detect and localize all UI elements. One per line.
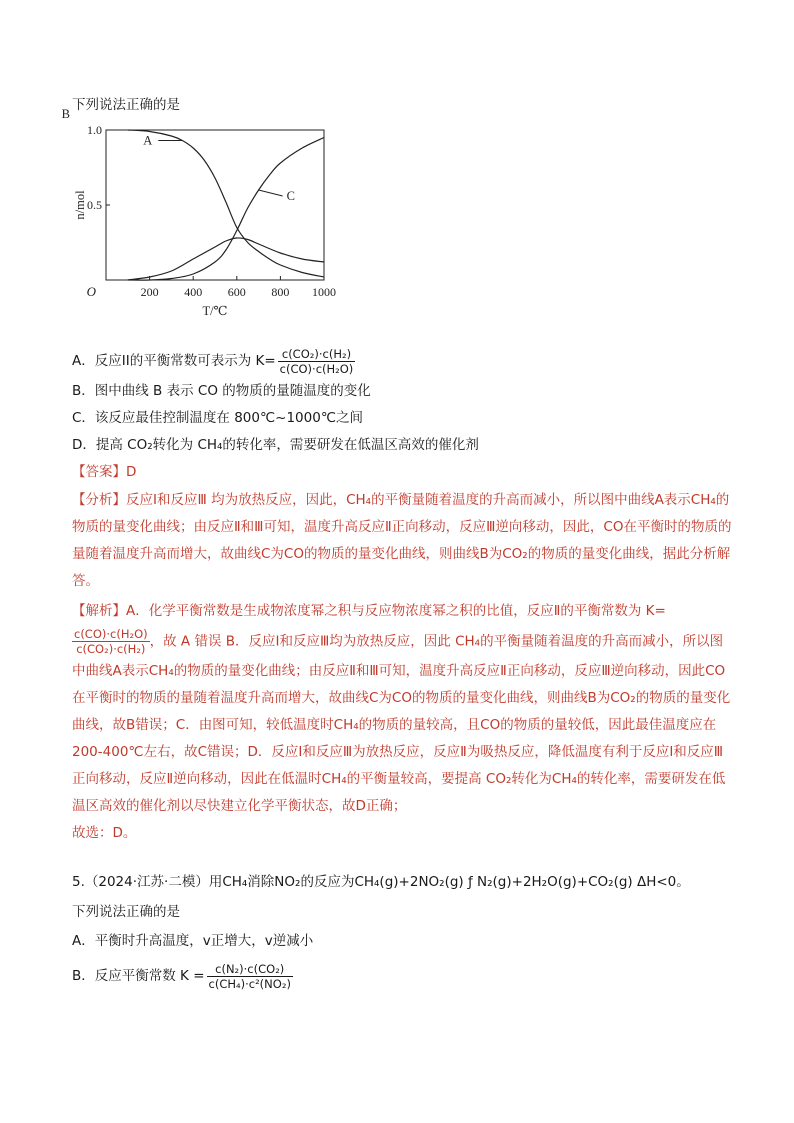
solution-numerator: c(CO)·c(H₂O) bbox=[74, 627, 148, 641]
q5-option-b-fraction bbox=[207, 962, 293, 991]
analysis bbox=[72, 487, 732, 595]
x-tick-label: 1000 bbox=[312, 285, 336, 299]
option-c: C．该反应最佳控制温度在 800℃~1000℃之间 bbox=[72, 410, 363, 426]
origin-label: O bbox=[86, 284, 96, 299]
y-tick-label: 1.0 bbox=[87, 123, 102, 137]
q5-option-b bbox=[72, 958, 295, 994]
q5-option-b-denominator: c(CH₄)·c²(NO₂) bbox=[208, 976, 291, 991]
series-C-leader bbox=[259, 190, 283, 196]
solution bbox=[72, 598, 732, 847]
answer bbox=[72, 462, 136, 482]
q5-option-b-numerator: c(N₂)·c(CO₂) bbox=[207, 962, 293, 977]
y-tick-label: 0.5 bbox=[87, 198, 102, 212]
answer-value: D bbox=[126, 464, 137, 480]
option-a bbox=[72, 343, 357, 379]
x-tick-label: 400 bbox=[184, 285, 203, 299]
series-B-line bbox=[128, 238, 324, 280]
answer-label: 【答案】 bbox=[72, 464, 126, 480]
q5-option-a: A．平衡时升高温度，v正增大，v逆减小 bbox=[72, 933, 314, 949]
y-axis-label: n/mol bbox=[73, 190, 87, 220]
option-a-numerator: c(CO₂)·c(H₂) bbox=[278, 347, 356, 362]
solution-fraction bbox=[72, 627, 150, 656]
plot-frame bbox=[106, 130, 324, 280]
q5-option-b-prefix: B．反应平衡常数 K = bbox=[72, 968, 205, 984]
solution-intro: A．化学平衡常数是生成物浓度幂之积与反应物浓度幂之积的比值，反应Ⅱ的平衡常数为 K= bbox=[126, 603, 666, 619]
x-tick-label: 600 bbox=[227, 285, 246, 299]
option-d: D．提高 CO₂转化为 CH₄的转化率，需要研发在低温区高效的催化剂 bbox=[72, 437, 479, 453]
series-C-label: C bbox=[286, 189, 295, 203]
q5-intro: 下列说法正确的是 bbox=[72, 904, 180, 920]
option-a-prefix: A．反应II的平衡常数可表示为 K= bbox=[72, 353, 276, 369]
solution-text: ，故 A 错误 B．反应Ⅰ和反应Ⅲ均为放热反应，因此 CH₄的平衡量随着温度的升高而减小，所以图中曲线A表示CH₄的物质的量变化曲线；由反应Ⅱ和Ⅲ可知，温度升高反应Ⅱ正向移动，反应Ⅲ逆向移动，因此CO在平衡时的物质的量随着温度升高而增大，故曲线C为CO的物质的量变化曲线，则曲线B为CO₂的物质的量变化曲线，故B错误；C．由图可知，较低温度时CH₄的物质的量较高，且CO的物质的量较低，因此最佳温度应在200-400℃左右，故C错误；D．反应Ⅰ和反应Ⅲ为放热反应，反应Ⅱ为吸热反应，降低温度有利于反应Ⅰ和反应Ⅲ正向移动，反应Ⅱ逆向移动，因此在低温时CH₄的平衡量较高，要提高 CO₂转化为CH₄的转化率，需要研发在低温区高效的催化剂以尽快建立化学平衡状态，故D正确； bbox=[72, 633, 731, 814]
series-A-label: A bbox=[143, 133, 153, 148]
series-C-line bbox=[128, 138, 324, 281]
series-B-label: B bbox=[61, 107, 70, 121]
option-a-denominator: c(CO)·c(H₂O) bbox=[279, 361, 354, 376]
solution-label: 【解析】 bbox=[72, 603, 126, 619]
analysis-label: 【分析】 bbox=[72, 492, 126, 508]
solution-conclusion: 故选：D。 bbox=[72, 825, 137, 841]
x-tick-label: 200 bbox=[140, 285, 159, 299]
x-tick-label: 800 bbox=[271, 285, 290, 299]
analysis-text: 反应Ⅰ和反应Ⅲ 均为放热反应，因此，CH₄的平衡量随着温度的升高而减小，所以图中曲线A表示CH₄的物质的量变化曲线；由反应Ⅱ和Ⅲ可知，温度升高反应Ⅱ正向移动，反应Ⅲ逆向移动，因此，CO在平衡时的物质的量随着温度升高而增大，故曲线C为CO的物质的量变化曲线，则曲线B为CO₂的物质的量变化曲线，据此分析解答。 bbox=[72, 492, 732, 589]
option-b: B．图中曲线 B 表示 CO 的物质的量随温度的变化 bbox=[72, 383, 371, 399]
option-a-fraction bbox=[278, 347, 356, 376]
solution-denominator: c(CO₂)·c(H₂) bbox=[76, 642, 146, 656]
question-intro: 下列说法正确的是 bbox=[72, 97, 180, 113]
q5-stem: 5.（2024·江苏·二模）用CH₄消除NO₂的反应为CH₄(g)+2NO₂(g) ƒ N₂(g)+2H₂O(g)+CO₂(g) ΔH<0。 bbox=[72, 874, 690, 890]
x-axis-label: T/℃ bbox=[202, 304, 228, 318]
chart bbox=[61, 107, 370, 328]
